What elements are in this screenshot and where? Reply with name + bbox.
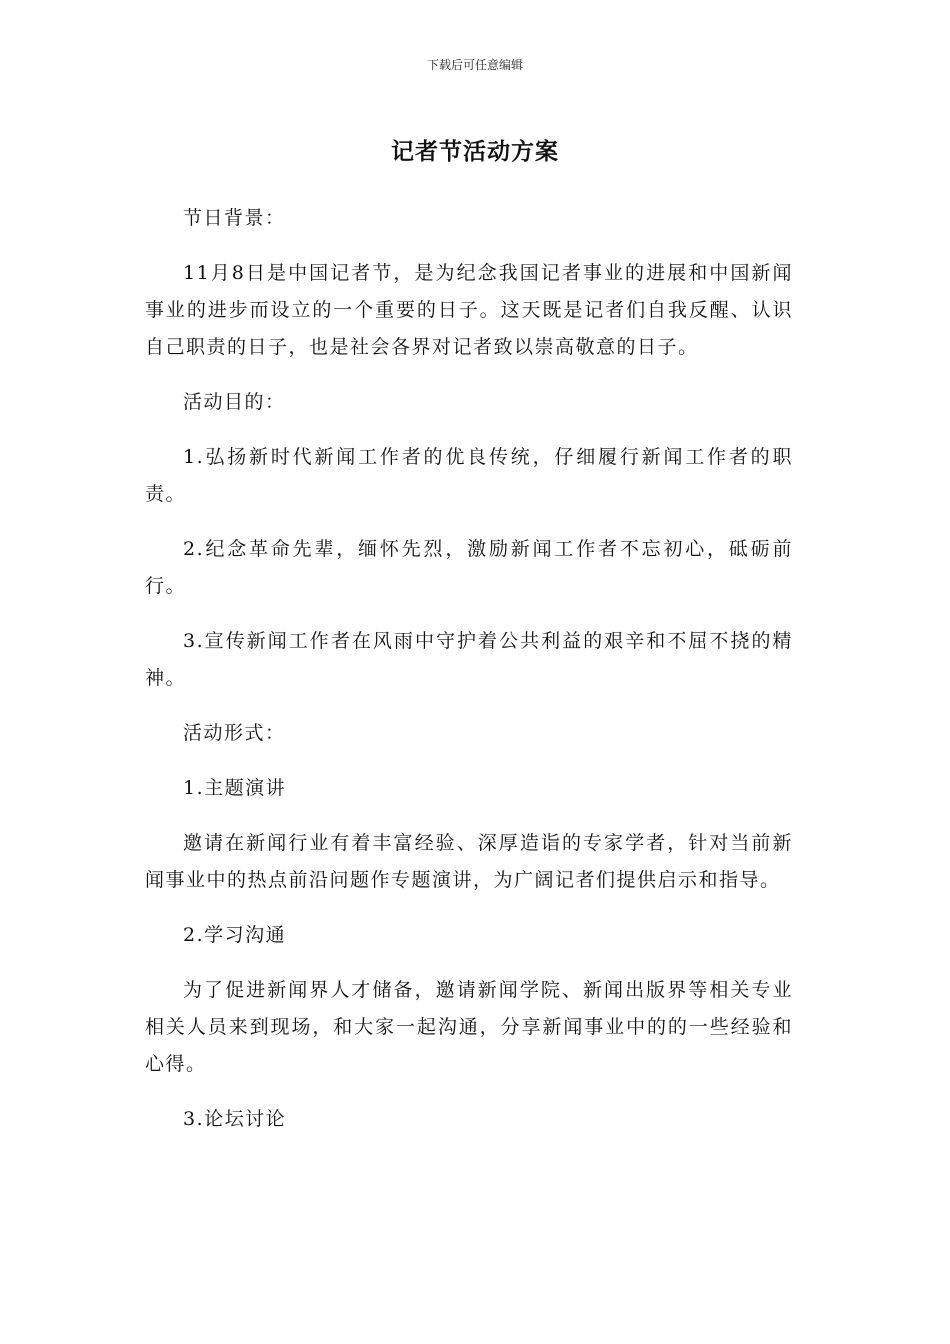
format-item-2-text: 为了促进新闻界人才储备，邀请新闻学院、新闻出版界等相关专业相关人员来到现场，和大家一起沟通，分享新闻事业中的的一些经验和心得。 xyxy=(145,979,793,1075)
purpose-item-1: 1.弘扬新时代新闻工作者的优良传统，仔细履行新闻工作者的职责。 xyxy=(145,446,793,505)
format-item-1-text: 邀请在新闻行业有着丰富经验、深厚造诣的专家学者，针对当前新闻事业中的热点前沿问题作专题演讲，为广阔记者们提供启示和指导。 xyxy=(145,832,793,891)
document-title: 记者节活动方案 xyxy=(391,139,559,165)
format-item-2-heading: 2.学习沟通 xyxy=(183,924,287,946)
format-item-3-heading: 3.论坛讨论 xyxy=(183,1108,287,1130)
section-heading-purpose: 活动目的： xyxy=(183,391,286,413)
section-heading-format: 活动形式： xyxy=(183,722,286,744)
purpose-item-2: 2.纪念革命先辈，缅怀先烈，激励新闻工作者不忘初心，砥砺前行。 xyxy=(145,538,793,597)
format-item-1-heading: 1.主题演讲 xyxy=(183,777,287,799)
purpose-item-3: 3.宣传新闻工作者在风雨中守护着公共利益的艰辛和不屈不挠的精神。 xyxy=(145,630,793,689)
header-note: 下载后可任意编辑 xyxy=(426,58,523,72)
section-heading-background: 节日背景： xyxy=(183,207,286,229)
paragraph-background: 11月8日是中国记者节，是为纪念我国记者事业的进展和中国新闻事业的进步而设立的一个重要的日子。这天既是记者们自我反醒、认识自己职责的日子，也是社会各界对记者致以崇高敬意的日子。 xyxy=(145,262,793,358)
document-body xyxy=(145,200,793,1156)
